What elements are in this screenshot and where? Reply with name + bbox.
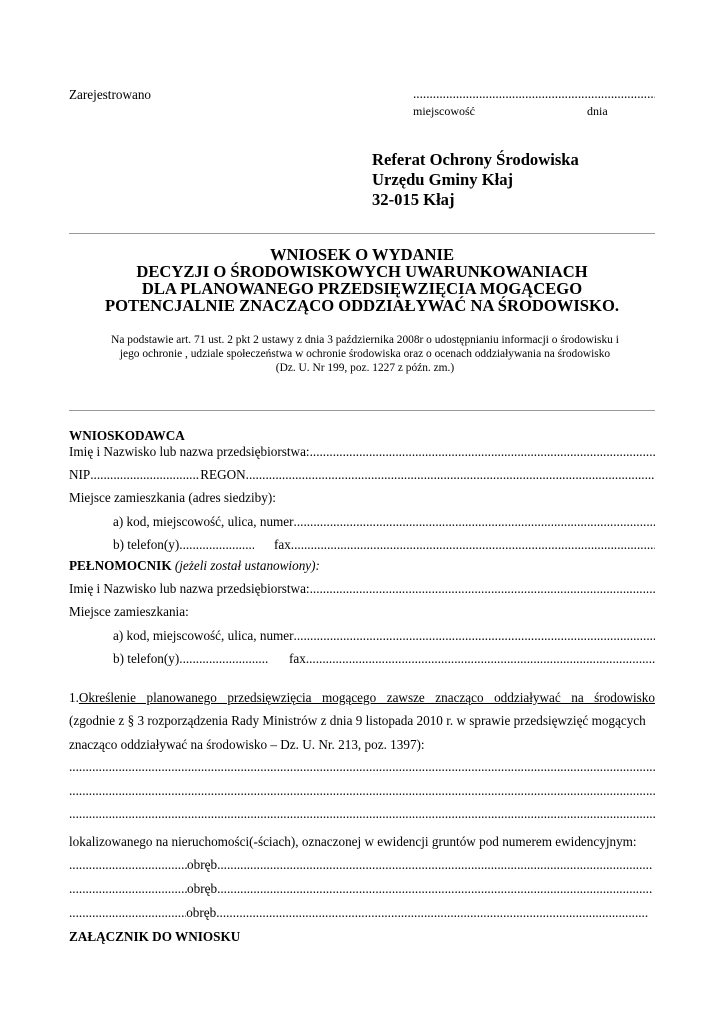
legal-basis-line3: (Dz. U. Nr 199, poz. 1227 z późn. zm.) — [275, 362, 455, 374]
applicant-name-field[interactable] — [69, 444, 655, 460]
legal-basis-line1: Na podstawie art. 71 ust. 2 pkt 2 ustawy z dnia 3 października 2008r o udostępnianiu informacji o środowisku i — [111, 334, 619, 346]
precinct-input[interactable] — [216, 905, 649, 921]
registered-label: Zarejestrowano — [69, 87, 152, 102]
recipient-line3: 32-015 Kłaj — [372, 190, 455, 209]
section1-answer-line3[interactable] — [69, 806, 655, 822]
proxy-residence-label: Miejsce zamieszkania: — [69, 604, 189, 619]
title-line2: DECYZJI O ŚRODOWISKOWYCH UWARUNKOWANIACH — [136, 262, 588, 281]
applicant-name-label: Imię i Nazwisko lub nazwa przedsiębiorstwa: — [69, 444, 310, 459]
legal-basis-line2: jego ochronie , udziale społeczeństwa w ochronie środowiska oraz o ocenach oddziaływania na środowisko — [119, 348, 611, 360]
parcel-row-3[interactable] — [69, 905, 649, 921]
proxy-fax-input[interactable] — [306, 651, 655, 667]
place-date-field[interactable] — [413, 86, 655, 102]
parcel-number-input[interactable] — [69, 881, 187, 897]
precinct-input[interactable] — [217, 857, 653, 873]
divider-top — [69, 233, 655, 234]
proxy-phone-label: b) telefon(y) — [113, 651, 180, 666]
proxy-phone-input[interactable] — [179, 651, 268, 667]
applicant-address-label: a) kod, miejscowość, ulica, numer — [113, 514, 294, 529]
title-line4: POTENCJALNIE ZNACZĄCO ODDZIAŁYWAĆ NA ŚRODOWISKO. — [104, 296, 620, 315]
section1-line2: (zgodnie z § 3 rozporządzenia Rady Ministrów z dnia 9 listopada 2010 r. w sprawie przedsięwzięć mogących — [69, 713, 646, 728]
proxy-name-field[interactable] — [69, 581, 655, 597]
precinct-label: obręb — [187, 857, 218, 872]
applicant-phone-label: b) telefon(y) — [113, 537, 180, 552]
applicant-fax-input[interactable] — [291, 537, 655, 553]
proxy-heading-line — [69, 558, 320, 574]
nip-input[interactable] — [90, 467, 200, 483]
section1-heading — [69, 690, 655, 706]
parcel-number-input[interactable] — [69, 905, 186, 921]
date-label: dnia — [587, 104, 608, 118]
section1-heading-text: Określenie planowanego przedsięwzięcia mogącego zawsze znacząco oddziaływać na środowisko — [78, 690, 655, 705]
proxy-heading: PEŁNOMOCNIK — [69, 558, 172, 573]
section1-number: 1. — [69, 690, 79, 705]
section1-answer-line1[interactable] — [69, 759, 655, 775]
applicant-fax-label: fax — [273, 537, 291, 552]
proxy-address-field[interactable] — [113, 628, 655, 644]
parcel-row-1[interactable] — [69, 857, 653, 873]
precinct-label: obręb — [187, 881, 218, 896]
regon-input[interactable] — [246, 467, 655, 483]
attachment-heading: ZAŁĄCZNIK DO WNIOSKU — [69, 929, 241, 944]
proxy-name-label: Imię i Nazwisko lub nazwa przedsiębiorstwa: — [69, 581, 310, 596]
applicant-heading: WNIOSKODAWCA — [69, 428, 185, 443]
proxy-heading-note: (jeżeli został ustanowiony): — [174, 558, 320, 573]
applicant-phone-fax-field[interactable] — [113, 537, 655, 553]
recipient-line1: Referat Ochrony Środowiska — [372, 150, 579, 169]
place-label: miejscowość — [413, 104, 475, 118]
precinct-input[interactable] — [217, 881, 653, 897]
proxy-fax-label: fax — [288, 651, 306, 666]
title-line3: DLA PLANOWANEGO PRZEDSIĘWZIĘCIA MOGĄCEGO — [141, 279, 583, 298]
parcel-number-input[interactable] — [69, 857, 187, 873]
nip-label: NIP — [69, 467, 91, 482]
recipient-line2: Urzędu Gminy Kłaj — [372, 170, 514, 189]
proxy-address-label: a) kod, miejscowość, ulica, numer — [113, 628, 294, 643]
divider-middle — [69, 410, 655, 411]
section1-answer-line2[interactable] — [69, 783, 655, 799]
applicant-phone-input[interactable] — [179, 537, 254, 553]
regon-label: REGON — [200, 467, 246, 482]
proxy-phone-fax-field[interactable] — [113, 651, 655, 667]
precinct-label: obręb — [186, 905, 217, 920]
section1-line3: znacząco oddziaływać na środowisko – Dz. U. Nr. 213, poz. 1397): — [69, 737, 425, 752]
parcel-row-2[interactable] — [69, 881, 653, 897]
title-line1: WNIOSEK O WYDANIE — [269, 245, 455, 264]
applicant-residence-label: Miejsce zamieszkania (adres siedziby): — [69, 490, 276, 505]
applicant-address-field[interactable] — [113, 514, 655, 530]
applicant-nip-regon-field[interactable] — [69, 467, 655, 483]
location-label: lokalizowanego na nieruchomości(-ściach), oznaczonej w ewidencji gruntów pod numerem ewidencyjnym: — [69, 834, 637, 849]
